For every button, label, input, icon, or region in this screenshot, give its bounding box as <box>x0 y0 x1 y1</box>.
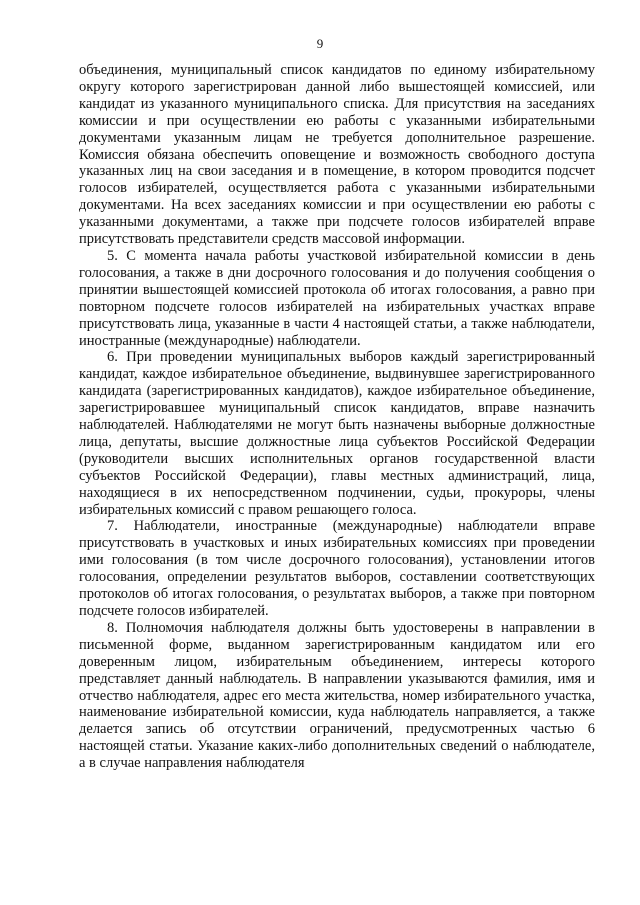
paragraph-continued: объединения, муниципальный список кандидатов по единому избирательному округу которого зарегистрирован данной либо вышестоящей комиссией, или кандидат из указанного муниципального списка. Для присутствия на заседаниях комиссии и при осуществлении ею работы с указанными избирательными документами указанным лицам не требуется дополнительное разрешение. Комиссия обязана обеспечить оповещение и возможность свободного доступа указанных лиц на свои заседания и в помещение, в котором проводится подсчет голосов избирателей, осуществляется работа с указанными избирательными документами. На всех заседаниях комиссии и при осуществлении ею работы с указанными документами, а также при подсчете голосов избирателей вправе присутствовать представители средств массовой информации. <box>79 62 595 248</box>
body-text <box>79 62 595 772</box>
paragraph-item-5: 5. С момента начала работы участковой избирательной комиссии в день голосования, а также в дни досрочного голосования и до получения сообщения о принятии вышестоящей комиссией протокола об итогах голосования, а равно при повторном подсчете голосов избирателей на избирательных участках вправе присутствовать лица, указанные в части 4 настоящей статьи, а также наблюдатели, иностранные (международные) наблюдатели. <box>79 247 595 349</box>
paragraph-item-8: 8. Полномочия наблюдателя должны быть удостоверены в направлении в письменной форме, выданном зарегистрированным кандидатом или его доверенным лицом, избирательным объединением, интересы которого представляет данный наблюдатель. В направлении указываются фамилия, имя и отчество наблюдателя, адрес его места жительства, номер избирательного участка, наименование избирательной комиссии, куда наблюдатель направляется, а также делается запись об отсутствии ограничений, предусмотренных частью 6 настоящей статьи. Указание каких-либо дополнительных сведений о наблюдателе, а в случае направления наблюдателя <box>79 619 595 772</box>
page-number: 9 <box>316 36 324 51</box>
paragraph-item-7: 7. Наблюдатели, иностранные (международные) наблюдатели вправе присутствовать в участковых и иных избирательных комиссиях при проведении ими голосования (в том числе досрочного голосования), установлении итогов голосования, определении результатов выборов, составлении соответствующих протоколов об итогах голосования, о результатах выборов, а также при повторном подсчете голосов избирателей. <box>79 518 595 619</box>
paragraph-item-6: 6. При проведении муниципальных выборов каждый зарегистрированный кандидат, каждое избирательное объединение, выдвинувшее зарегистрированного кандидата (зарегистрированных кандидатов), каждое избирательное объединение, зарегистрировавшее муниципальный список кандидатов, вправе назначить наблюдателей. Наблюдателями не могут быть назначены выборные должностные лица, депутаты, высшие должностные лица субъектов Российской Федерации (руководители высших исполнительных органов государственной власти субъектов Российской Федерации), главы местных администраций, лица, находящиеся в их непосредственном подчинении, судьи, прокуроры, члены избирательных комиссий с правом решающего голоса. <box>79 349 595 518</box>
